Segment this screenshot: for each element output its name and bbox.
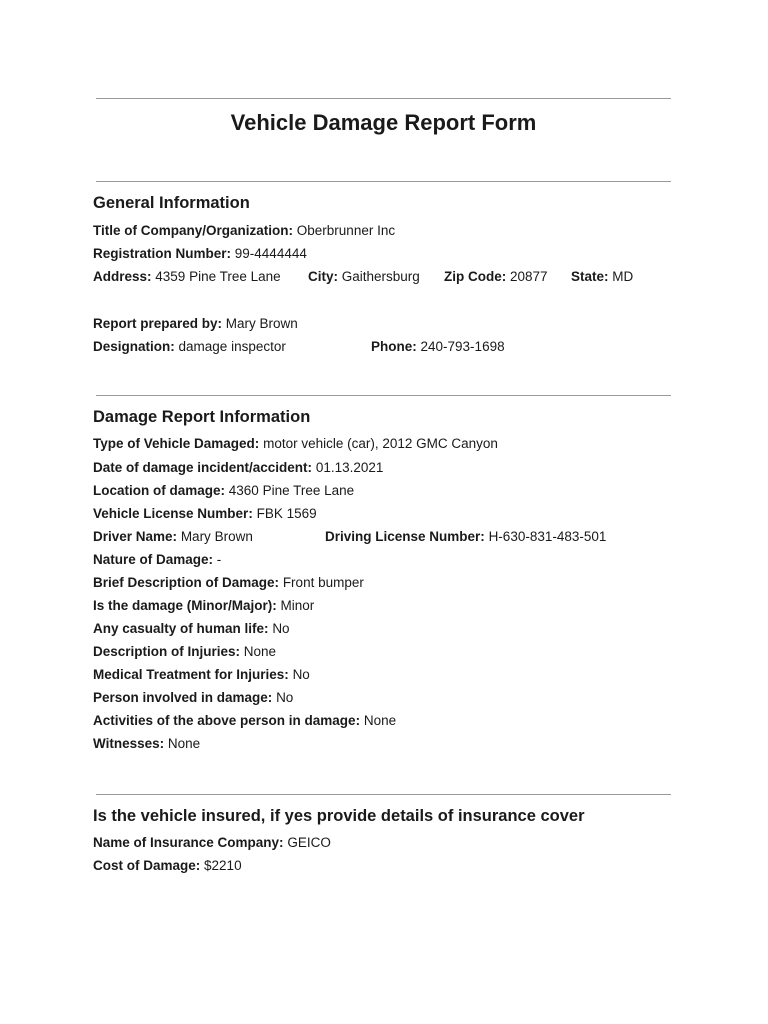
field-value: motor vehicle (car), 2012 GMC Canyon <box>263 436 498 451</box>
field-value: damage inspector <box>178 339 286 354</box>
field-value: FBK 1569 <box>256 506 317 521</box>
field-value: - <box>216 552 222 567</box>
field-value: Mary Brown <box>180 529 253 544</box>
field-value: No <box>292 667 310 682</box>
field-label: Zip Code: <box>444 269 507 284</box>
divider-general <box>96 181 671 182</box>
field-value: 20877 <box>510 269 548 284</box>
field-location <box>93 483 354 498</box>
field-witnesses <box>93 736 200 751</box>
field-brief <box>93 575 364 590</box>
field-registration <box>93 246 307 261</box>
field-value: Oberbrunner Inc <box>296 223 396 238</box>
section-heading-general: General Information <box>93 194 250 212</box>
field-label: Vehicle License Number: <box>93 506 253 521</box>
field-value: Gaithersburg <box>341 269 420 284</box>
field-value: No <box>272 621 290 636</box>
field-activities <box>93 713 396 728</box>
field-value: Mary Brown <box>225 316 298 331</box>
field-label: Witnesses: <box>93 736 165 751</box>
field-designation-row <box>93 339 653 357</box>
field-value: None <box>363 713 397 728</box>
field-label: Report prepared by: <box>93 316 223 331</box>
field-value: H-630-831-483-501 <box>488 529 607 544</box>
field-label: Designation: <box>93 339 175 354</box>
field-severity <box>93 598 314 613</box>
field-prepared-by <box>93 316 298 331</box>
field-label: Registration Number: <box>93 246 232 261</box>
field-phone <box>371 339 505 354</box>
field-value: GEICO <box>287 835 331 850</box>
field-address <box>93 269 281 284</box>
field-value: None <box>243 644 277 659</box>
section-heading-insurance: Is the vehicle insured, if yes provide details of insurance cover <box>93 807 585 825</box>
field-label: Brief Description of Damage: <box>93 575 280 590</box>
field-label: Nature of Damage: <box>93 552 214 567</box>
field-injuries <box>93 644 276 659</box>
field-insurance-company <box>93 835 331 850</box>
field-label: Driving License Number: <box>325 529 485 544</box>
field-label: Is the damage (Minor/Major): <box>93 598 277 613</box>
field-vehicle-type <box>93 436 498 451</box>
field-value: 4360 Pine Tree Lane <box>228 483 355 498</box>
section-heading-damage: Damage Report Information <box>93 408 311 426</box>
field-address-row <box>93 269 653 287</box>
top-divider <box>96 98 671 99</box>
field-zip <box>444 269 548 284</box>
field-label: Description of Injuries: <box>93 644 241 659</box>
field-label: Activities of the above person in damage: <box>93 713 361 728</box>
field-label: Type of Vehicle Damaged: <box>93 436 260 451</box>
field-license <box>93 506 317 521</box>
divider-damage <box>96 395 671 396</box>
field-label: Address: <box>93 269 152 284</box>
field-company <box>93 223 395 238</box>
field-label: City: <box>308 269 338 284</box>
field-label: Title of Company/Organization: <box>93 223 294 238</box>
field-date <box>93 460 383 475</box>
field-value: 240-793-1698 <box>420 339 505 354</box>
field-state <box>571 269 633 284</box>
field-driving-license <box>325 529 606 544</box>
field-value: MD <box>612 269 634 284</box>
field-value: No <box>276 690 294 705</box>
field-label: State: <box>571 269 609 284</box>
field-label: Medical Treatment for Injuries: <box>93 667 289 682</box>
field-value: None <box>167 736 201 751</box>
field-label: Any casualty of human life: <box>93 621 269 636</box>
field-person <box>93 690 293 705</box>
field-label: Driver Name: <box>93 529 178 544</box>
field-label: Phone: <box>371 339 417 354</box>
divider-insurance <box>96 794 671 795</box>
field-value: Minor <box>280 598 315 613</box>
field-label: Person involved in damage: <box>93 690 273 705</box>
field-nature <box>93 552 221 567</box>
field-label: Name of Insurance Company: <box>93 835 284 850</box>
field-value: 99-4444444 <box>234 246 307 261</box>
page-title: Vehicle Damage Report Form <box>230 110 537 135</box>
field-label: Date of damage incident/accident: <box>93 460 313 475</box>
field-city <box>308 269 420 284</box>
field-driver-row <box>93 529 653 547</box>
field-designation <box>93 339 286 354</box>
field-value: 4359 Pine Tree Lane <box>155 269 281 284</box>
field-driver <box>93 529 253 544</box>
field-label: Location of damage: <box>93 483 226 498</box>
field-medical <box>93 667 310 682</box>
field-value: 01.13.2021 <box>315 460 384 475</box>
field-cost <box>93 858 242 873</box>
field-casualty <box>93 621 290 636</box>
field-label: Cost of Damage: <box>93 858 201 873</box>
field-value: Front bumper <box>282 575 364 590</box>
field-value: $2210 <box>204 858 242 873</box>
